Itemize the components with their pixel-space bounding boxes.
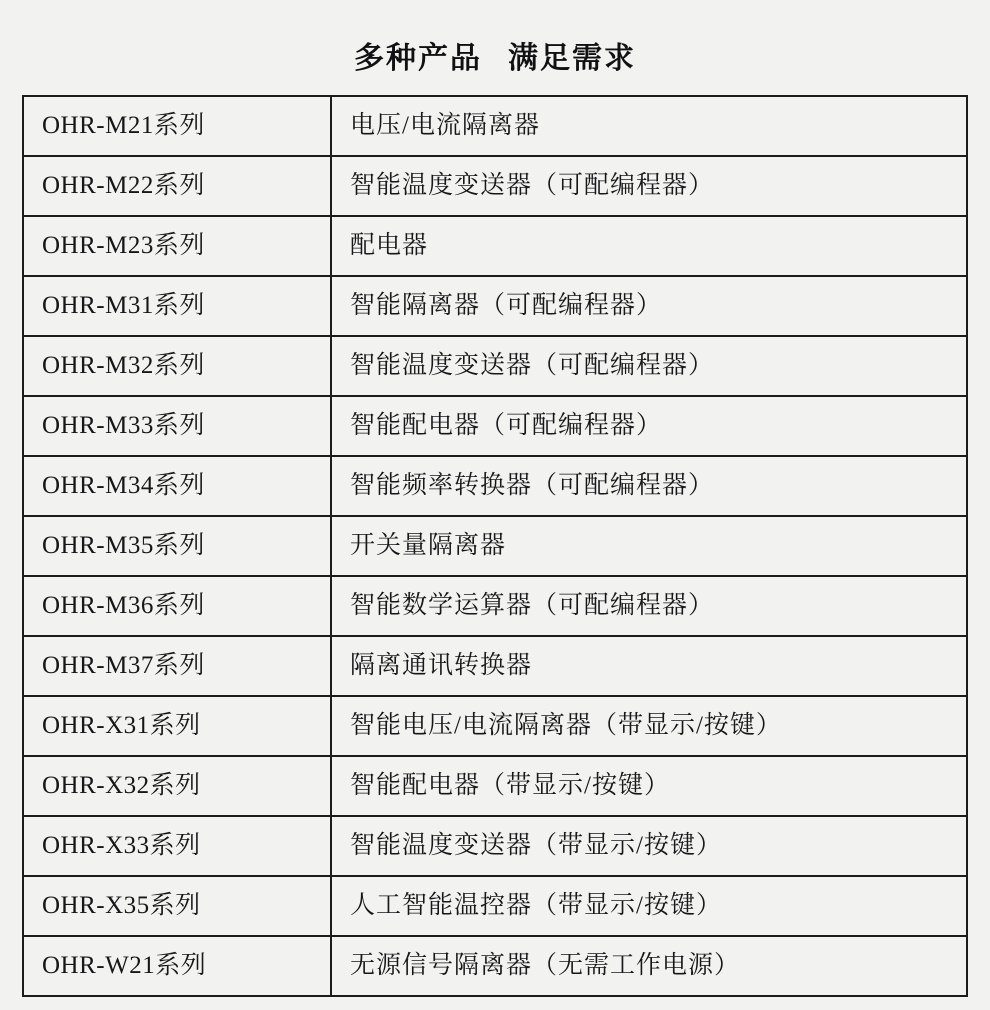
table-row — [23, 216, 967, 276]
product-model: OHR-W21系列 — [23, 936, 331, 996]
table-row — [23, 96, 967, 156]
table-row — [23, 636, 967, 696]
product-model: OHR-M21系列 — [23, 96, 331, 156]
product-model: OHR-M35系列 — [23, 516, 331, 576]
page-title — [0, 0, 990, 95]
product-description: 配电器 — [331, 216, 967, 276]
product-description: 隔离通讯转换器 — [331, 636, 967, 696]
product-model: OHR-M32系列 — [23, 336, 331, 396]
product-table — [22, 95, 968, 997]
product-model: OHR-M37系列 — [23, 636, 331, 696]
product-model: OHR-X31系列 — [23, 696, 331, 756]
product-model: OHR-M22系列 — [23, 156, 331, 216]
product-description: 智能温度变送器（可配编程器） — [331, 336, 967, 396]
product-model: OHR-M36系列 — [23, 576, 331, 636]
page-title-part1: 多种产品 — [354, 42, 482, 75]
product-description: 无源信号隔离器（无需工作电源） — [331, 936, 967, 996]
table-row — [23, 876, 967, 936]
table-row — [23, 756, 967, 816]
product-description: 智能温度变送器（带显示/按键） — [331, 816, 967, 876]
table-row — [23, 816, 967, 876]
product-table-body — [23, 96, 967, 996]
product-model: OHR-M31系列 — [23, 276, 331, 336]
product-description: 智能温度变送器（可配编程器） — [331, 156, 967, 216]
product-table-container — [22, 95, 968, 997]
table-row — [23, 936, 967, 996]
product-description: 电压/电流隔离器 — [331, 96, 967, 156]
page-title-part2: 满足需求 — [508, 42, 636, 75]
product-description: 智能配电器（可配编程器） — [331, 396, 967, 456]
product-description: 智能配电器（带显示/按键） — [331, 756, 967, 816]
product-model: OHR-X33系列 — [23, 816, 331, 876]
table-row — [23, 516, 967, 576]
table-row — [23, 276, 967, 336]
product-description: 智能数学运算器（可配编程器） — [331, 576, 967, 636]
table-row — [23, 696, 967, 756]
product-model: OHR-X35系列 — [23, 876, 331, 936]
table-row — [23, 396, 967, 456]
product-description: 智能隔离器（可配编程器） — [331, 276, 967, 336]
product-model: OHR-M23系列 — [23, 216, 331, 276]
product-model: OHR-M34系列 — [23, 456, 331, 516]
table-row — [23, 576, 967, 636]
table-row — [23, 336, 967, 396]
product-description: 人工智能温控器（带显示/按键） — [331, 876, 967, 936]
table-row — [23, 156, 967, 216]
product-description: 智能电压/电流隔离器（带显示/按键） — [331, 696, 967, 756]
product-description: 开关量隔离器 — [331, 516, 967, 576]
product-description: 智能频率转换器（可配编程器） — [331, 456, 967, 516]
product-model: OHR-X32系列 — [23, 756, 331, 816]
table-row — [23, 456, 967, 516]
product-model: OHR-M33系列 — [23, 396, 331, 456]
